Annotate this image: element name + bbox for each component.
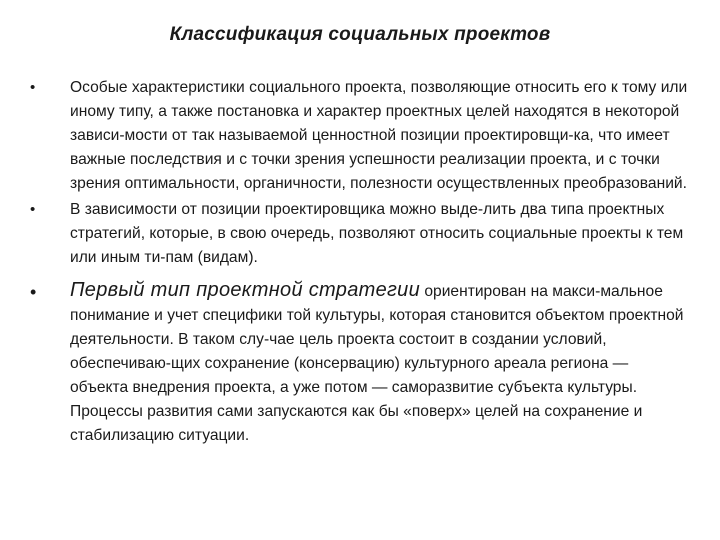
bullet-icon: • [30, 79, 36, 96]
bullet-lead-text: Первый тип проектной стратегии [70, 279, 421, 301]
bullet-item-1 [30, 76, 690, 196]
bullet-text: Особые характеристики социального проекта, позволяющие относить его к тому или иному типу, а также постановка и характер проектных целей находятся в некоторой зависи-мости от так называемой ценностной позиции проектировщи-ка, что имеет важные последствия и с точки зрения успешности реализации проекта, и с точки зрения оптимальности, органичности, полезности осуществленных преобразований. [70, 79, 688, 192]
bullet-text: ориентирован на макси-мальное понимание и учет специфики той культуры, которая становится объектом проектной деятельности. В таком слу-чае цель проекта состоит в создании условий, обеспечиваю-щих сохранение (консервацию) культурного ареала региона — объекта внедрения проекта, а уже потом — саморазвитие субъекта культуры. Процессы развития сами запускаются как бы «поверх» целей на сохранение и стабилизацию ситуации. [70, 283, 684, 444]
bullet-icon: • [30, 282, 37, 302]
bullet-item-3 [30, 278, 690, 448]
bullet-list [30, 76, 690, 448]
slide-title: Классификация социальных проектов [169, 24, 551, 45]
bullet-text: В зависимости от позиции проектировщика можно выде-лить два типа проектных стратегий, которые, в свою очередь, позволяют относить социальные проекты к тем или иным ти-пам (видам). [70, 201, 684, 266]
bullet-icon: • [30, 201, 36, 218]
bullet-item-2 [30, 198, 690, 270]
